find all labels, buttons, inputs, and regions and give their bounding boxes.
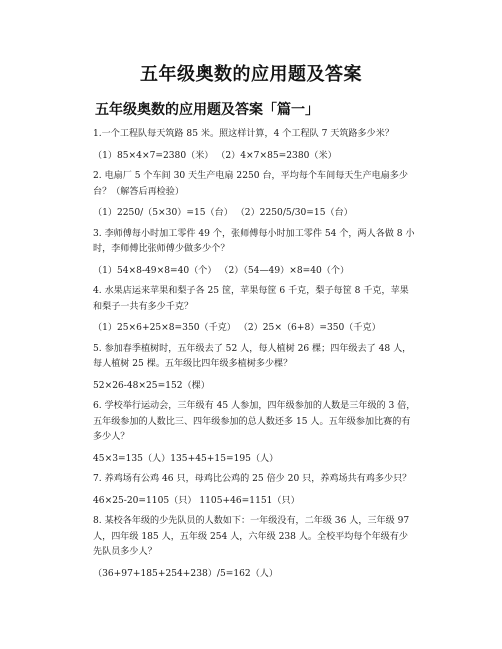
document-body [93, 127, 417, 587]
question-paragraph: 4. 水果店运来苹果和梨子各 25 筐，苹果每筐 6 千克，梨子每筐 8 千克，苹果和梨子一共有多少千克？ [93, 286, 409, 312]
question-paragraph: 5. 参加春季植树时，五年级去了 52 人，每人植树 26 棵；四年级去了 48 人，每人植树 25 棵。五年级比四年级多植树多少棵？ [93, 343, 412, 369]
question-paragraph: 8. 某校各年级的少先队员的人数如下：一年级没有，二年级 36 人，三年级 97 人，四年级 185 人，五年级 254 人，六年级 238 人。全校平均每个年级有少先队员多少人？ [93, 516, 410, 557]
answer-paragraph: 46×25-20=1105（只） 1105+46=1151（只） [93, 495, 300, 506]
page-title: 五年级奥数的应用题及答案 [140, 64, 362, 85]
answer-paragraph: （36+97+185+254+238）/5=162（人） [93, 568, 278, 579]
question-paragraph: 1.一个工程队每天筑路 85 米。照这样计算，4 个工程队 7 天筑路多少米？ [93, 129, 394, 139]
answer-paragraph: （1）85×4×7=2380（米） （2）4×7×85=2380（米） [93, 150, 337, 161]
section-heading: 五年级奥数的应用题及答案「篇一」 [95, 102, 319, 118]
answer-paragraph: （1）2250/（5×30）=15（台） （2）2250/5/30=15（台） [93, 208, 353, 218]
question-paragraph: 3. 李师傅每小时加工零件 49 个，张师傅每小时加工零件 54 个，两人各做 8 小时，李师傅比张师傅少做多少个？ [93, 228, 415, 254]
question-paragraph: 2. 电扇厂 5 个车间 30 天生产电扇 2250 台，平均每个车间每天生产电扇多少台？（解答后再检验） [93, 171, 408, 197]
answer-paragraph: （1）54×8-49×8=40（个） （2）（54—49）×8=40（个） [93, 265, 350, 276]
answer-paragraph: （1）25×6+25×8=350（千克） （2）25×（6+8）=350（千克） [93, 323, 381, 333]
question-paragraph: 7. 养鸡场有公鸡 46 只，母鸡比公鸡的 25 倍少 20 只，养鸡场共有鸡多少只？ [93, 474, 412, 484]
answer-paragraph: 45×3=135（人）135+45+15=195（人） [93, 453, 279, 464]
answer-paragraph: 52×26-48×25=152（棵） [93, 380, 210, 391]
question-paragraph: 6. 学校举行运动会，三年级有 45 人参加，四年级参加的人数是三年级的 3 倍，五年级参加的人数比三、四年级参加的总人数还多 15 人。五年级参加比赛的有多少人？ [93, 401, 416, 442]
